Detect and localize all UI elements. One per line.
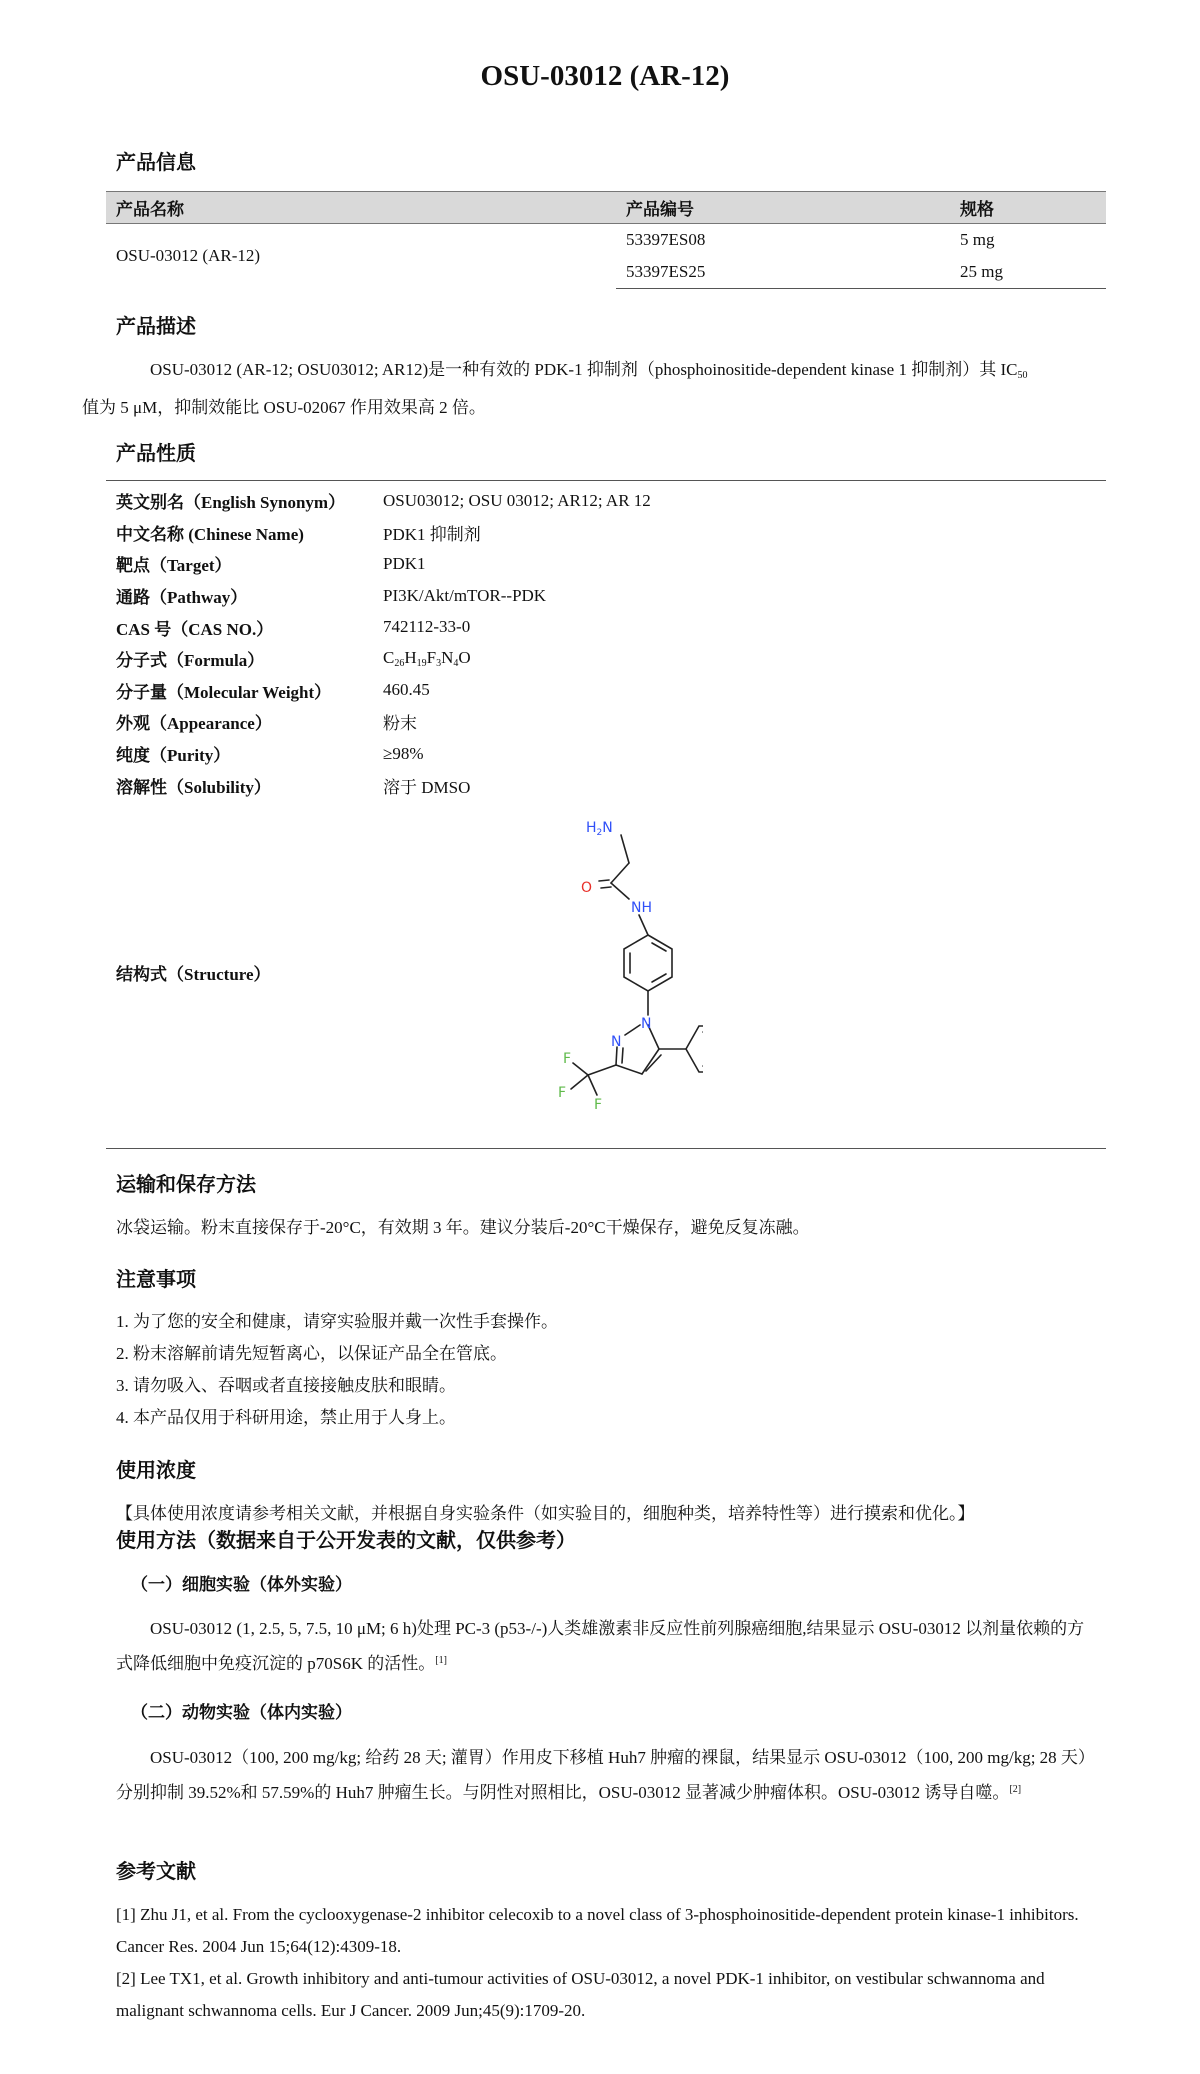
- table-row: [106, 485, 1106, 517]
- ic50-subscript: 50: [1017, 370, 1028, 381]
- cell-experiment-heading: （一）细胞实验（体外实验）: [131, 1575, 352, 1595]
- prop-value: PDK1 抑制剂: [383, 524, 481, 544]
- formula-value: [383, 643, 1106, 675]
- reference-1: [1] Zhu J1, et al. From the cyclooxygenase-2 inhibitor celecoxib to a novel class of 3-phosphoinositide-dependent protein kinase-1 inhibitors. Cancer Res. 2004 Jun 15;64(12):4309-18.: [116, 1905, 1079, 1956]
- formula-c: C: [383, 648, 395, 668]
- oxygen-label: O: [581, 880, 593, 897]
- amine-label: [586, 820, 613, 838]
- cell-text: OSU-03012 (1, 2.5, 5, 7.5, 10 μM; 6 h)处理 PC-3 (p53-/-)人类雄激素非反应性前列腺癌细胞,结果显示 OSU-03012 以剂量依赖的方式降低细胞中免疫沉淀的 p70S6K 的活性。: [116, 1619, 1085, 1673]
- citation-2: [2]: [1009, 1784, 1022, 1795]
- citation-1: [1]: [435, 1655, 447, 1666]
- prop-key: 外观（Appearance）: [116, 714, 272, 734]
- prop-value: 460.45: [383, 680, 430, 700]
- product-name-cell: OSU-03012 (AR-12): [116, 246, 261, 266]
- structure-bonds: [571, 835, 703, 1095]
- properties-table: [106, 485, 1106, 1144]
- formula-o: O: [458, 648, 471, 668]
- col-header-spec: 规格: [950, 192, 1106, 224]
- product-code-cell: 53397ES25: [616, 256, 950, 289]
- table-row: [106, 224, 1106, 257]
- prop-value: PI3K/Akt/mTOR--PDK: [383, 585, 547, 605]
- product-spec-cell: 5 mg: [960, 230, 995, 249]
- prop-key: 通路（Pathway）: [116, 588, 248, 608]
- description-part-b: 值为 5 μM，抑制效能比 OSU-02067 作用效果高 2 倍。: [82, 398, 486, 417]
- col-header-code: 产品编号: [616, 192, 950, 224]
- list-item: 2. 粉末溶解前请先短暂离心，以保证产品全在管底。: [116, 1344, 507, 1363]
- description-part-a: OSU-03012 (AR-12; OSU03012; AR12)是一种有效的 PDK-1 抑制剂（phosphoinositide-dependent kinase 1 抑制剂）其 IC: [150, 360, 1018, 379]
- product-code-cell: 53397ES08: [626, 230, 706, 249]
- prop-value: 742112-33-0: [383, 617, 471, 637]
- properties-bottom-rule: [106, 1148, 1106, 1149]
- formula-n-count: 4: [453, 658, 459, 670]
- table-row: [106, 580, 1106, 612]
- table-row: [106, 611, 1106, 643]
- storage-text: 冰袋运输。粉末直接保存于-20°C，有效期 3 年。建议分装后-20°C干燥保存，避免反复冻融。: [116, 1218, 810, 1237]
- prop-key: 英文别名（English Synonym）: [116, 493, 346, 513]
- list-item: 1. 为了您的安全和健康，请穿实验服并戴一次性手套操作。: [116, 1312, 558, 1331]
- page-title: OSU-03012 (AR-12): [480, 60, 730, 92]
- animal-experiment-heading: （二）动物实验（体内实验）: [131, 1703, 352, 1723]
- formula-f: F: [426, 648, 437, 668]
- properties-top-rule: [106, 480, 1106, 481]
- description-heading: 产品描述: [116, 314, 196, 338]
- structure-cell: [383, 801, 1106, 1144]
- formula-f-count: 3: [436, 658, 442, 670]
- prop-key: CAS 号（CAS NO.）: [116, 619, 274, 639]
- prop-value: ≥98%: [383, 743, 424, 763]
- table-row: [106, 643, 1106, 675]
- table-row: [106, 548, 1106, 580]
- list-item: 3. 请勿吸入、吞咽或者直接接触皮肤和眼睛。: [116, 1376, 456, 1395]
- cell-experiment-text: [116, 1613, 1096, 1680]
- amine-h: H: [586, 820, 597, 837]
- table-row: [106, 801, 1106, 1144]
- structure-key: 结构式（Structure）: [116, 964, 271, 984]
- description-text: [82, 354, 1096, 424]
- prop-key: 中文名称 (Chinese Name): [116, 524, 304, 544]
- prop-key: 分子式（Formula）: [116, 651, 265, 671]
- table-row: [106, 706, 1106, 738]
- references-heading: 参考文献: [116, 1859, 196, 1883]
- prop-key: 靶点（Target）: [116, 556, 232, 576]
- amine-n: N: [602, 820, 613, 837]
- prop-key: 分子量（Molecular Weight）: [116, 682, 332, 702]
- prop-value: OSU03012; OSU 03012; AR12; AR 12: [383, 490, 651, 510]
- fluorine-label-2: F: [558, 1085, 567, 1102]
- table-row: [106, 738, 1106, 770]
- concentration-heading: 使用浓度: [116, 1458, 196, 1482]
- method-heading: 使用方法（数据来自于公开发表的文献，仅供参考）: [116, 1528, 576, 1552]
- properties-heading: 产品性质: [116, 441, 196, 465]
- amine-sub: 2: [596, 828, 603, 839]
- prop-key: 溶解性（Solubility）: [116, 777, 271, 797]
- formula-n: N: [441, 648, 454, 668]
- table-row: [106, 769, 1106, 801]
- pyrazole-n2-label: N: [611, 1034, 622, 1051]
- table-header-row: [106, 192, 1106, 224]
- pyrazole-n1-label: N: [641, 1016, 652, 1033]
- product-info-heading: 产品信息: [116, 150, 196, 174]
- notes-heading: 注意事项: [116, 1267, 196, 1291]
- formula-h-count: 19: [416, 658, 427, 670]
- prop-key: 纯度（Purity）: [116, 746, 231, 766]
- reference-2: [2] Lee TX1, et al. Growth inhibitory and anti-tumour activities of OSU-03012, a novel PDK-1 inhibitor, on vestibular schwannoma and malignant schwannoma cells. Eur J Cancer. 2009 Jun;45(9):1709-20.: [116, 1969, 1045, 2020]
- product-info-table: [106, 191, 1106, 289]
- prop-value: PDK1: [383, 553, 426, 573]
- storage-heading: 运输和保存方法: [116, 1172, 256, 1196]
- fluorine-label-3: F: [594, 1097, 603, 1114]
- product-spec-cell: 25 mg: [950, 256, 1106, 289]
- structure-diagram: [373, 807, 703, 1137]
- animal-text: OSU-03012（100, 200 mg/kg; 给药 28 天; 灌胃）作用皮下移植 Huh7 肿瘤的裸鼠，结果显示 OSU-03012（100, 200 mg/kg; 28 天）分别抑制 39.52%和 57.59%的 Huh7 肿瘤生长。与阴性对照相比，OSU-03012 显著减少肿瘤体积。OSU-03012 诱导自噬。: [116, 1748, 1095, 1802]
- table-row: [106, 675, 1106, 707]
- fluorine-label-1: F: [563, 1051, 572, 1068]
- table-row: [106, 517, 1106, 549]
- concentration-text: 【具体使用浓度请参考相关文献，并根据自身实验条件（如实验目的，细胞种类，培养特性等）进行摸索和优化。】: [116, 1504, 975, 1523]
- formula-c-count: 26: [394, 658, 405, 670]
- col-header-name: 产品名称: [106, 192, 616, 224]
- nh-label: NH: [631, 900, 652, 917]
- prop-value: 粉末: [383, 714, 417, 734]
- formula-h: H: [404, 648, 417, 668]
- notes-list: [116, 1306, 558, 1434]
- list-item: 4. 本产品仅用于科研用途，禁止用于人身上。: [116, 1408, 456, 1427]
- animal-experiment-text: [116, 1742, 1096, 1809]
- prop-value: 溶于 DMSO: [383, 777, 471, 797]
